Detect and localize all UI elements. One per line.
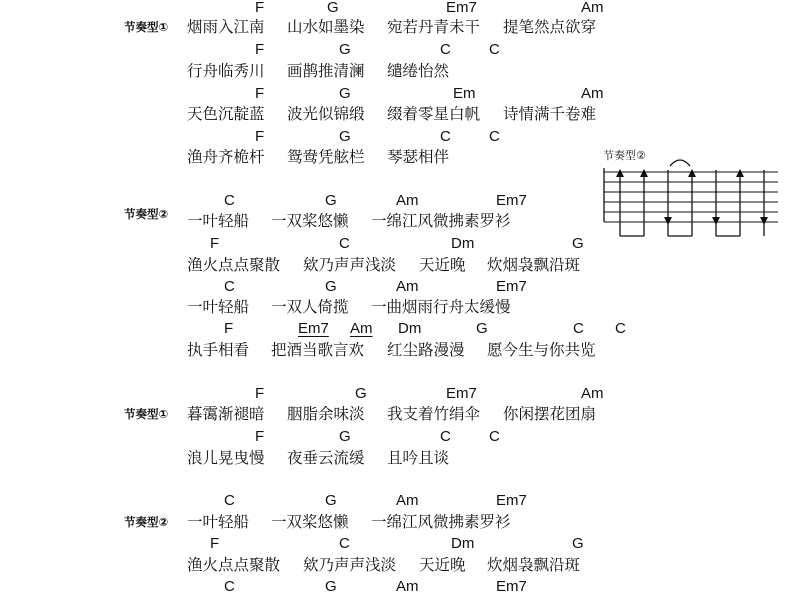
chord: C [440, 428, 451, 445]
rhythm-pattern-diagram [598, 144, 784, 248]
rhythm-label: 节奏型② [124, 515, 169, 529]
chord: C [339, 235, 350, 252]
strum-up-arrow [736, 169, 744, 177]
chord: F [224, 320, 234, 337]
lyric-phrase: 暮霭渐褪暗 [187, 405, 265, 423]
chord: G [325, 278, 337, 295]
lyric-phrase: 愿今生与你共览 [487, 341, 596, 359]
chord: Em7 [496, 278, 527, 295]
chord: F [255, 428, 265, 445]
chord: C [440, 41, 451, 58]
lyric-phrase: 夜垂云流缓 [287, 449, 365, 467]
lyric-phrase: 一双人倚揽 [271, 298, 349, 316]
lyric-phrase: 诗情满千卷难 [503, 105, 597, 123]
chord: F [255, 0, 265, 16]
lyric-phrase: 鸳鸯凭舷栏 [287, 148, 365, 166]
lyric-phrase: 我支着竹绢伞 [387, 405, 481, 423]
lyric-phrase: 执手相看 [187, 341, 250, 359]
lyric-phrase: 红尘路漫漫 [387, 341, 465, 359]
strum-up-arrow [640, 169, 648, 177]
strum-down-arrow [760, 217, 768, 225]
chord: G [325, 492, 337, 509]
chord: C [489, 128, 500, 145]
chord: C [224, 492, 235, 509]
chord: Em7 [496, 578, 527, 595]
chord: Dm [398, 320, 422, 337]
chord: F [255, 85, 265, 102]
lyric-phrase: 炊烟袅飘沿斑 [487, 256, 581, 274]
lyric-phrase: 波光似锦缎 [287, 105, 365, 123]
chord: C [489, 41, 500, 58]
chord: F [210, 235, 220, 252]
chord: C [440, 128, 451, 145]
lyric-phrase: 画鹊推清澜 [287, 62, 365, 80]
chord: F [255, 128, 265, 145]
lyric-phrase: 缱绻怡然 [387, 62, 450, 80]
chord: C [573, 320, 584, 337]
lyric-phrase: 浪儿晃曳慢 [187, 449, 265, 467]
lyric-phrase: 且吟且谈 [387, 449, 450, 467]
rhythm-staff [598, 144, 784, 244]
lyric-phrase: 欸乃声声浅淡 [303, 556, 397, 574]
chord: Am [396, 578, 419, 595]
lyric-phrase: 一双桨悠懒 [271, 513, 349, 531]
chord: G [325, 578, 337, 595]
chord: Em7 [446, 0, 477, 16]
lyric-phrase: 缀着零星白帆 [387, 105, 481, 123]
lyric-phrase: 行舟临秀川 [187, 62, 265, 80]
chord: C [224, 278, 235, 295]
lyric-phrase: 把酒当歌言欢 [271, 341, 365, 359]
chord: C [224, 192, 235, 209]
chord: Am [396, 492, 419, 509]
chord: G [355, 385, 367, 402]
chord: G [572, 235, 584, 252]
lyric-phrase: 一绵江风微拂素罗衫 [371, 513, 511, 531]
chord: C [489, 428, 500, 445]
diagram-title: 节奏型② [603, 149, 646, 162]
chord: Am [581, 385, 604, 402]
chord: Em7 [298, 320, 329, 337]
lyric-phrase: 一双桨悠懒 [271, 212, 349, 230]
lyric-phrase: 炊烟袅飘沿斑 [487, 556, 581, 574]
lyric-phrase: 渔火点点聚散 [187, 256, 281, 274]
lyric-phrase: 胭脂余味淡 [287, 405, 365, 423]
chord: G [339, 85, 351, 102]
chord: Em [453, 85, 476, 102]
lyric-phrase: 一叶轻船 [187, 212, 250, 230]
chord: F [255, 41, 265, 58]
lyric-phrase: 天近晚 [419, 256, 466, 274]
chord: G [339, 128, 351, 145]
strum-down-arrow [712, 217, 720, 225]
strum-up-arrow [688, 169, 696, 177]
chord: C [615, 320, 626, 337]
lyric-phrase: 你闲摆花团扇 [503, 405, 597, 423]
chord: Am [581, 85, 604, 102]
rhythm-label: 节奏型② [124, 207, 169, 221]
strum-strokes [616, 160, 768, 236]
chord: G [476, 320, 488, 337]
lyric-phrase: 欸乃声声浅淡 [303, 256, 397, 274]
chord: Em7 [496, 492, 527, 509]
lyric-phrase: 一叶轻船 [187, 513, 250, 531]
strum-down-arrow [664, 217, 672, 225]
lyric-phrase: 渔火点点聚散 [187, 556, 281, 574]
chord: Am [350, 320, 373, 337]
chord: C [339, 535, 350, 552]
lyric-phrase: 渔舟齐桅杆 [187, 148, 265, 166]
chord: G [339, 41, 351, 58]
lyric-phrase: 琴瑟相伴 [387, 148, 450, 166]
lyric-phrase: 一曲烟雨行舟太缓慢 [371, 298, 511, 316]
chord: Am [396, 192, 419, 209]
chord: G [339, 428, 351, 445]
lyric-phrase: 提笔然点欲穿 [503, 18, 597, 36]
lyric-phrase: 宛若丹青未干 [387, 18, 481, 36]
chord: Am [396, 278, 419, 295]
chord: F [255, 385, 265, 402]
lyric-phrase: 山水如墨染 [287, 18, 365, 36]
chord: Em7 [446, 385, 477, 402]
chord: Dm [451, 235, 475, 252]
chord: Em7 [496, 192, 527, 209]
chord: G [325, 192, 337, 209]
lyric-phrase: 天近晚 [419, 556, 466, 574]
chord: Am [581, 0, 604, 16]
chord: Dm [451, 535, 475, 552]
chord: C [224, 578, 235, 595]
chord: F [210, 535, 220, 552]
rhythm-label: 节奏型① [124, 407, 169, 421]
strum-up-arrow [616, 169, 624, 177]
chord: G [327, 0, 339, 16]
lyric-phrase: 烟雨入江南 [187, 18, 265, 36]
tie-arc [670, 160, 690, 166]
lyric-phrase: 一叶轻船 [187, 298, 250, 316]
lyric-phrase: 一绵江风微拂素罗衫 [371, 212, 511, 230]
lyric-phrase: 天色沉靛蓝 [187, 105, 265, 123]
rhythm-label: 节奏型① [124, 20, 169, 34]
chord: G [572, 535, 584, 552]
